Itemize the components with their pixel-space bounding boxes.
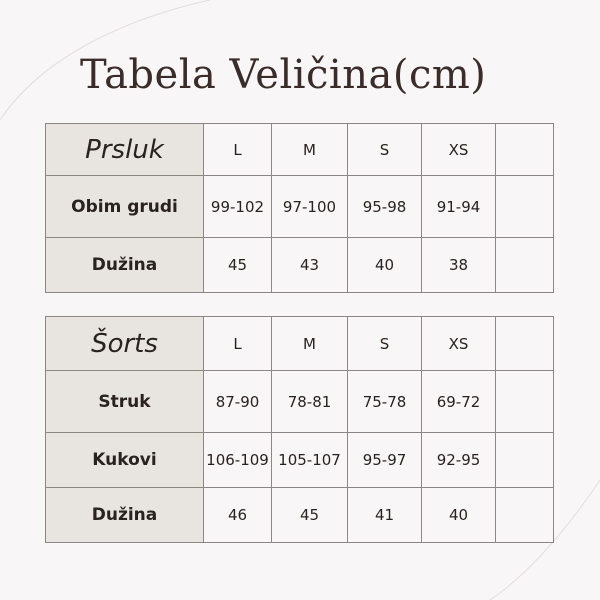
table-cell: 41 xyxy=(348,488,422,543)
empty-cell xyxy=(496,124,554,176)
row-label: Dužina xyxy=(46,238,204,293)
size-header: L xyxy=(204,124,272,176)
table-cell: 91-94 xyxy=(422,176,496,238)
table-cell: 75-78 xyxy=(348,371,422,433)
table-cell: 43 xyxy=(272,238,348,293)
sorts-size-table xyxy=(45,316,554,543)
size-header: M xyxy=(272,317,348,371)
table-row xyxy=(46,238,554,293)
product-name: Prsluk xyxy=(46,124,204,176)
row-label: Struk xyxy=(46,371,204,433)
table-row xyxy=(46,488,554,543)
empty-cell xyxy=(496,317,554,371)
table-cell: 78-81 xyxy=(272,371,348,433)
table-cell: 46 xyxy=(204,488,272,543)
table-cell: 106-109 xyxy=(204,433,272,488)
table-cell: 69-72 xyxy=(422,371,496,433)
table-cell: 95-98 xyxy=(348,176,422,238)
table-cell: 40 xyxy=(348,238,422,293)
table-cell: 99-102 xyxy=(204,176,272,238)
empty-cell xyxy=(496,433,554,488)
size-header: L xyxy=(204,317,272,371)
table-cell: 105-107 xyxy=(272,433,348,488)
table-header-row xyxy=(46,317,554,371)
size-header: XS xyxy=(422,317,496,371)
table-row xyxy=(46,371,554,433)
empty-cell xyxy=(496,371,554,433)
table-cell: 92-95 xyxy=(422,433,496,488)
table-cell: 45 xyxy=(204,238,272,293)
table-header-row xyxy=(46,124,554,176)
table-cell: 97-100 xyxy=(272,176,348,238)
empty-cell xyxy=(496,488,554,543)
table-cell: 95-97 xyxy=(348,433,422,488)
prsluk-size-table xyxy=(45,123,554,293)
empty-cell xyxy=(496,238,554,293)
size-header: M xyxy=(272,124,348,176)
row-label: Dužina xyxy=(46,488,204,543)
empty-cell xyxy=(496,176,554,238)
table-cell: 38 xyxy=(422,238,496,293)
page-title: Tabela Veličina(cm) xyxy=(80,52,487,98)
size-header: XS xyxy=(422,124,496,176)
table-cell: 40 xyxy=(422,488,496,543)
row-label: Kukovi xyxy=(46,433,204,488)
table-row xyxy=(46,433,554,488)
table-row xyxy=(46,176,554,238)
table-cell: 45 xyxy=(272,488,348,543)
product-name: Šorts xyxy=(46,317,204,371)
size-header: S xyxy=(348,317,422,371)
size-header: S xyxy=(348,124,422,176)
table-cell: 87-90 xyxy=(204,371,272,433)
row-label: Obim grudi xyxy=(46,176,204,238)
